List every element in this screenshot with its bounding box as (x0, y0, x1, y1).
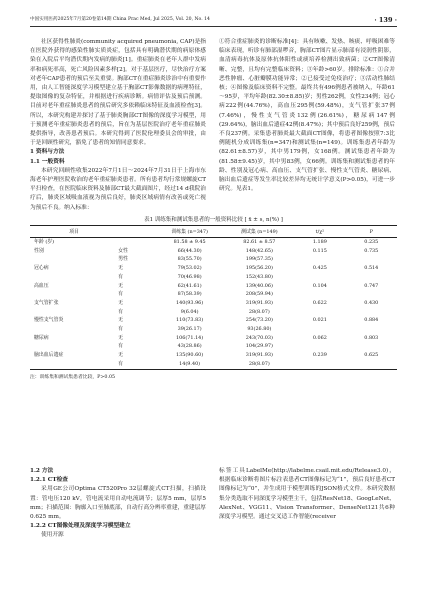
table-cell: 男性 (118, 256, 128, 263)
column-header: P (346, 226, 397, 238)
table-cell: 0.803 (364, 334, 379, 341)
table-cell: 319(91.93) (245, 352, 273, 359)
table-cell: 0.514 (364, 265, 379, 272)
table-cell (30, 308, 118, 317)
table-row (30, 247, 397, 256)
table-row (30, 299, 397, 308)
table-cell: 慢性支气管炎 (34, 317, 64, 324)
table-cell: 无 (118, 334, 123, 341)
table-cell: 无 (118, 317, 123, 324)
table-cell: 43(28.86) (177, 343, 202, 350)
table-cell: 152(43.80) (245, 273, 273, 280)
table-cell: 有 (118, 273, 123, 280)
table-cell (346, 342, 397, 351)
table-cell (294, 325, 345, 334)
column-header: 测试集 (n=149) (224, 226, 294, 238)
table-cell (30, 342, 118, 351)
section-heading: 1.2 方法 (30, 468, 54, 474)
table-cell: 冠心病 (34, 265, 49, 272)
table-cell: 无 (118, 299, 123, 306)
table-cell: 有 (118, 360, 155, 369)
table-row (30, 334, 397, 343)
table-cell: 79(53.02) (177, 265, 202, 272)
table-cell: 0.115 (312, 247, 327, 254)
table-cell: 140(93.96) (176, 299, 204, 306)
table-row (30, 264, 397, 273)
table-row (30, 290, 397, 299)
table-cell: 39(26.17) (177, 326, 202, 333)
table-cell (118, 238, 155, 247)
table-cell: 199(57.35) (245, 256, 273, 263)
section-heading: 1.1 一般资料 (30, 158, 65, 165)
table-cell: 0.735 (364, 247, 379, 254)
column-header: t/χ² (294, 226, 345, 238)
table-cell (294, 360, 345, 369)
table-cell: 104(29.97) (245, 343, 273, 350)
table-cell: 0.239 (312, 352, 327, 359)
table-cell: 83(55.70) (177, 256, 202, 263)
page-number: · 139 · (374, 16, 397, 24)
table-cell: 0.104 (312, 282, 327, 289)
table-body (30, 238, 397, 370)
table-row (30, 308, 397, 317)
table-cell: 0.425 (312, 265, 327, 272)
table-row (30, 273, 397, 282)
journal-header: 中国实用医药2025年7月第20卷第14期 China Prac Med, Jul 2025, Vol. 20, No. 14 (30, 17, 210, 22)
table-cell: 0.021 (312, 317, 327, 324)
table-cell: 135(90.60) (176, 352, 204, 359)
table-cell: 无 (118, 282, 123, 289)
table-cell: 性别 (34, 247, 44, 254)
table-cell (30, 255, 118, 264)
table-cell: 87(58.39) (177, 291, 202, 298)
table-cell: 无 (118, 352, 123, 359)
left-column-top (30, 38, 206, 217)
right-column-bottom (219, 467, 395, 587)
table-cell (346, 308, 397, 317)
table-cell: 148(42.65) (245, 247, 273, 254)
table-cell (294, 342, 345, 351)
table-row (30, 238, 397, 247)
table-cell (294, 290, 345, 299)
column-header: 项目 (30, 226, 118, 238)
table-row (30, 360, 397, 369)
table-cell: 有 (118, 343, 123, 350)
section-heading: 1.2.1 CT检查 (30, 477, 68, 484)
table-cell: 高血压 (34, 282, 49, 289)
table-cell: 糖尿病 (34, 334, 49, 341)
table-cell: 有 (118, 291, 123, 298)
body-paragraph: 采用GE公司Optima CT520Pro 32层螺旋式CT扫描，扫描设置：管电压120 kV，管电流采用自动电流调节；层厚5 mm，层厚5 mm；扫描范围：胸廓入口至肺底部，自动行高分辨率重建，重建层厚0.625 mm。 (30, 486, 206, 521)
table-cell (346, 290, 397, 299)
right-column-top (219, 38, 395, 217)
section-heading: 1 资料与方法 (30, 149, 65, 156)
table-cell: 有 (118, 308, 123, 315)
table-cell: 319(91.93) (245, 299, 273, 306)
body-paragraph: 本研究回顾性收集2022年7月1日～2024年7月31日于上海市东海老年护理医院收治的老年重症肺炎患者。所有患者均行常规螺旋CT平扫检查，在医院临床资料及肺部CT最大截面图片，经过14 d我院治疗后，肺炎区域吸血液视为预后良好，肺炎区域病情有改善或死亡视为预后不良。纳入标准： (30, 167, 206, 211)
table-note: 注：训练集和测试集患者比较，P>0.05 (30, 374, 116, 380)
table-cell: 243(70.03) (245, 334, 273, 341)
table-cell: 195(56.20) (245, 265, 273, 272)
table-cell: 82.61 ± 8.57 (243, 239, 276, 245)
table-cell: 0.747 (364, 282, 379, 289)
table-cell: 支气管扩张 (34, 299, 59, 306)
table-cell: 81.58 ± 9.45 (173, 239, 206, 245)
table-cell: 28(8.07) (224, 360, 294, 369)
table-cell: 年龄 (岁) (34, 239, 55, 245)
table-cell (346, 273, 397, 282)
table-cell: 0.622 (312, 299, 327, 306)
table-1 (30, 216, 397, 380)
table-cell: 62(41.61) (177, 282, 202, 289)
table-cell: 0.884 (364, 317, 379, 324)
table-cell: 70(46.98) (177, 273, 202, 280)
table-row (30, 316, 397, 325)
table-row (30, 351, 397, 360)
section-heading: 1.2.2 CT图像处理及深度学习模型建立 (30, 523, 131, 530)
table-cell: 0.625 (364, 352, 379, 359)
table-cell: 女性 (118, 247, 128, 254)
table-cell: 208(59.94) (245, 291, 273, 298)
table-cell: 0.235 (364, 239, 379, 245)
table-row (30, 282, 397, 291)
table-cell: 14(9.40) (155, 360, 225, 369)
table-cell (30, 273, 118, 282)
table-cell (346, 255, 397, 264)
table-cell: 93(26.80) (247, 326, 272, 333)
table-cell: 28(8.07) (248, 308, 270, 315)
table-cell: 139(40.06) (245, 282, 273, 289)
column-header: 训练集 (n=347) (155, 226, 225, 238)
body-paragraph: 使用开源 (41, 532, 64, 539)
table-row (30, 342, 397, 351)
table-cell (346, 325, 397, 334)
table-cell: 66(44.30) (177, 247, 202, 254)
column-header (118, 226, 155, 238)
table-row (30, 325, 397, 334)
table-cell: 0.430 (364, 299, 379, 306)
table-cell: 9(6.04) (180, 308, 199, 315)
table-header-row (30, 226, 397, 238)
table-row (30, 255, 397, 264)
table-cell (294, 255, 345, 264)
table-cell (30, 290, 118, 299)
table-cell (346, 360, 397, 369)
table-cell: 106(71.14) (176, 334, 204, 341)
table-cell: 1.189 (312, 239, 327, 245)
body-paragraph: ①符合重症肺炎的诊断标准[4]：具有咳嗽、发热、咳痰、呼吸困难等临床表现，听诊有肺部湿啰音，胸部CT图片显示肺部有浸润性阴影，血清病毒抗体及原体抗体阳性或痰培养检测出致病菌；②CT图像清晰、完整，且均有完整临床资料；③年龄>60岁。排除标准：①合并恶性肿瘤、心脏瓣膜功能异常；②已接受过免疫治疗；③活动性肺结核；④图像及临床资料不完整。最终共有496例患者被纳入，年龄61～95岁，平均年龄(82.30±8.85)岁；男性262例，女性234例；冠心病222例(44.76%)，高血压295例(59.48%)，支气管扩张37例(7.46%)，慢性支气管炎132例(26.61%)，糖尿病147例(29.64%)，脑出血后遗症42例(8.47%)；其中预后良好259例，预后不良237例。采集患者肺炎最大截面CT图像，将患者图像按照7:3比例随机分成训练集(n=347)和测试集(n=149)。训练集患者年龄为(82.61±8.57)岁，其中男179例，女168例。测试集患者年龄为(81.58±9.45)岁，其中男83例，女66例。训练集和测试集患者的年龄、性别及冠心病、高血压、支气管扩张、慢性支气管炎、糖尿病、脑出血后遗症等发生率比较差异均无统计学意义(P>0.05)，可进一步研究。见表1。 (219, 39, 395, 193)
table-cell: 有 (118, 326, 123, 333)
left-column-bottom (30, 467, 206, 587)
table-cell (294, 308, 345, 317)
table-cell: 脑出血后遗症 (34, 352, 64, 359)
table-cell: 无 (118, 265, 123, 272)
table-cell (30, 325, 118, 334)
table-cell: 110(73.83) (176, 317, 204, 324)
body-paragraph: 社区获得性肺炎(community acquired pneumonia, CAP)是指在医院外获得的感染性肺实质炎症，包括具有明确潜伏期的病原体感染在入院后平均潜伏期内发病的肺炎[1]。重症肺炎在老年人群中发病率和病死率高，死亡风险因素多样[2]。对于基层医疗，尽快治疗方案对老年CAP患者的预后至关重要。胸部CT在重症肺炎诊治中有重要作用，由人工智能深度学习模型建立基于胸部CT影像数据的病理特征，提取图像的复杂特征，并根据进行疾病诊断。病情评估及预后预测。目前对老年重症肺炎患者的预后研究多依赖临床特征及血液检查[3]。所以，本研究构建并探讨了基于肺炎胸部CT图像的深度学习模型，用于预测老年重症肺炎患者的预后，旨在为基层医院治疗老年重症肺炎提供指导，改善患者预后。本研究得到了医院伦理委员会的审批，由于是回顾性研究，豁免了患者的知情同意要求。 (30, 39, 206, 147)
table-cell (294, 273, 345, 282)
table-title: 表1 训练集和测试集患者的一般资料比较 [ x̄ ± s, n(%) ] (144, 217, 283, 223)
baseline-table (30, 225, 397, 370)
table-cell: 0.062 (312, 334, 327, 341)
body-paragraph: 标签工具LabelMe(http://labelme.csail.mit.edu/Release3.0)，根据临床诊断将图片标注表患者CT图像标记为“1”，预后良好患者CT图像标记为“0”，并生成用于模型训练的JSON格式文件。本研究数据集分类选取不同深度学习模型主干，包括ResNet18、GoogLeNet、AlexNet、VGG11、Vision Transformer、DenseNet121共6种深度学习模型。通过交叉适工作智能(receiver (219, 468, 395, 521)
table-cell: 254(73.20) (245, 317, 273, 324)
running-header (30, 14, 397, 27)
table-cell (30, 360, 118, 369)
